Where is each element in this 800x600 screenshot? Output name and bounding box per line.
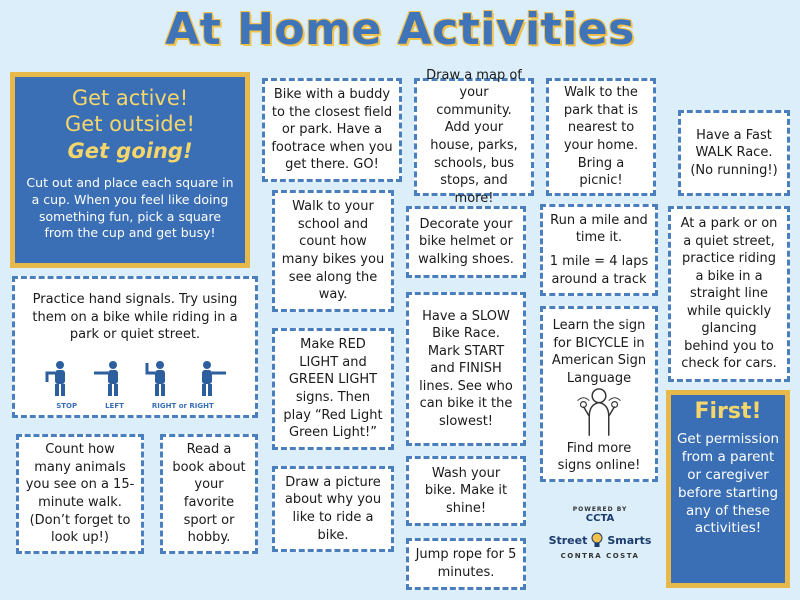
card-run-mile <box>540 204 658 296</box>
logo-ccta: CCTA <box>585 513 615 524</box>
card-text: Practice hand signals. Try using them on a bike while riding in a park or quiet street. <box>32 292 238 343</box>
card-text: Learn the sign for BICYCLE in American Sign Language <box>551 318 647 386</box>
card-jump-rope <box>406 538 526 590</box>
hero-instructions: Cut out and place each square in a cup. When you feel like doing something fun, pick a square from the cup and get busy! <box>26 174 234 241</box>
card-text: Count how many animals you see on a 15-minute walk. (Don’t forget to look up!) <box>25 442 135 546</box>
hero-line-active: Get active! <box>71 86 189 110</box>
card-hand-signals <box>12 276 258 418</box>
card-fast-walk <box>678 110 790 196</box>
card-draw-picture <box>272 466 394 552</box>
card-text: Draw a picture about why you like to ride a bike. <box>284 474 382 543</box>
card-bike-buddy <box>262 78 402 182</box>
card-text: Jump rope for 5 minutes. <box>415 547 517 580</box>
card-text: Have a Fast WALK Race. (No running!) <box>690 127 778 178</box>
hand-signal-labels <box>56 402 214 411</box>
card-ride-straight <box>668 206 790 382</box>
card-walk-school <box>272 190 394 312</box>
lightbulb-icon <box>590 532 604 548</box>
card-text: At a park or on a quiet street, practice riding a bike in a straight line while quickly glancing behind you to check for cars. <box>680 216 778 372</box>
right-signal-figure-icon <box>143 360 177 396</box>
card-asl-bicycle <box>540 306 658 482</box>
signal-label-left: LEFT <box>105 401 124 410</box>
card-text: Have a SLOW Bike Race. Mark START and FINISH lines. See who can bike it the slowest! <box>419 308 513 429</box>
card-read-book <box>160 434 258 554</box>
card-text: Walk to your school and count how many bikes you see along the way. <box>281 199 385 303</box>
logo-brand <box>540 532 660 548</box>
card-text: Draw a map of your community. Add your house, parks, schools, bus stops, and more! <box>426 67 522 206</box>
signal-label-stop: STOP <box>56 401 78 410</box>
card-red-green-light <box>272 328 394 450</box>
intro-panel <box>10 72 250 268</box>
stop-signal-figure-icon <box>43 360 77 396</box>
first-permission-panel <box>666 390 790 588</box>
card-text: Make RED LIGHT and GREEN LIGHT signs. Then play “Red Light Green Light!” <box>283 337 383 441</box>
right-arm-signal-figure-icon <box>193 360 227 396</box>
signal-label-right: RIGHT or RIGHT <box>151 401 214 410</box>
card-walk-park <box>546 78 656 196</box>
street-smarts-logo <box>540 506 660 596</box>
first-heading: First! <box>694 399 762 424</box>
card-count-animals <box>16 434 144 554</box>
card-decorate-helmet <box>406 206 526 278</box>
card-draw-map <box>414 67 534 206</box>
left-signal-figure-icon <box>93 360 127 396</box>
hero-line-outside: Get outside! <box>65 112 195 137</box>
logo-region: CONTRA COSTA <box>560 552 640 560</box>
card-wash-bike <box>406 456 526 526</box>
card-text: Walk to the park that is nearest to your home. Bring a picnic! <box>563 85 639 189</box>
logo-brand-right: Smarts <box>607 533 652 547</box>
card-text: Run a mile and time it. <box>550 212 648 246</box>
card-text: Bike with a buddy to the closest field or park. Have a footrace when you get there. GO! <box>271 87 393 173</box>
page-title: At Home Activities <box>165 4 635 55</box>
card-slow-race <box>406 292 526 446</box>
card-text: 1 mile = 4 laps around a track <box>549 254 649 287</box>
asl-bicycle-illustration-icon <box>569 387 629 436</box>
hand-signal-figures <box>43 360 227 396</box>
card-text: Wash your bike. Make it shine! <box>424 465 508 516</box>
first-body: Get permission from a parent or caregiver before starting any of these activities! <box>676 431 780 537</box>
hero-line-going: Get going! <box>67 138 193 163</box>
card-text: Find more signs online! <box>557 440 641 474</box>
card-text: Decorate your bike helmet or walking shoes. <box>418 216 514 267</box>
logo-brand-left: Street <box>548 533 588 547</box>
card-text: Read a book about your favorite sport or hobby. <box>172 442 246 546</box>
logo-powered-by: POWERED BY <box>572 506 628 513</box>
